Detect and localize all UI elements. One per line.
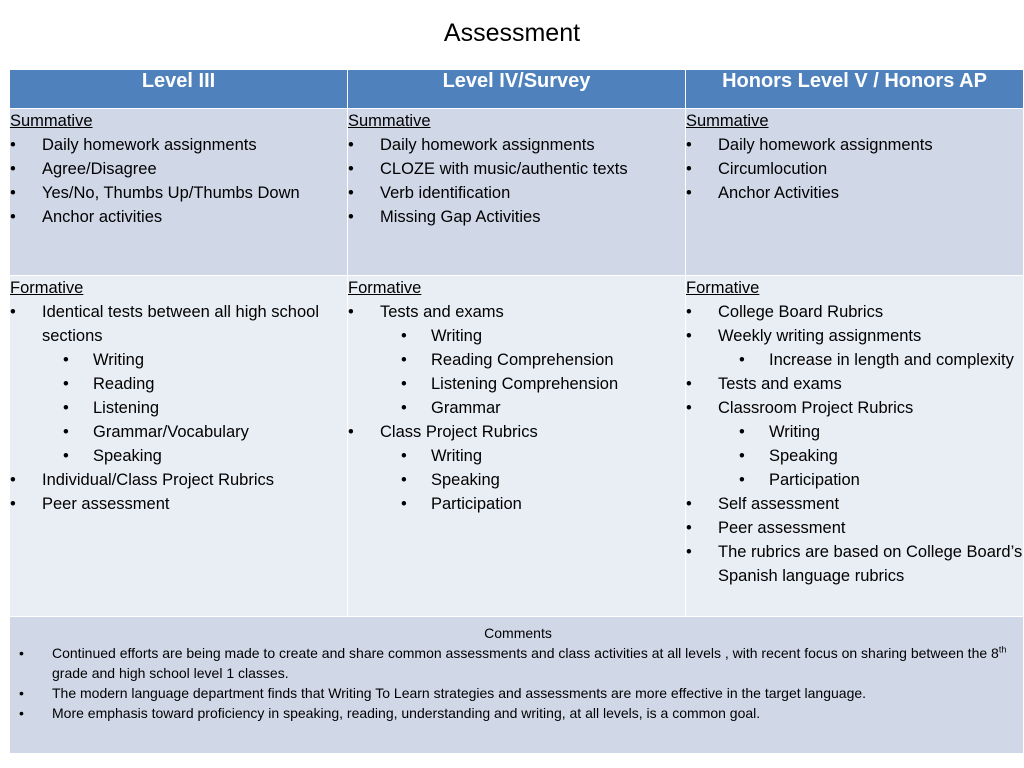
header-level-3: Level III <box>10 70 348 109</box>
list-item: • Self assessment <box>686 492 1023 516</box>
slide-title: Assessment <box>443 19 581 47</box>
formative-label: Formative <box>686 279 760 297</box>
list-item: • Yes/No, Thumbs Up/Thumbs Down <box>10 181 347 205</box>
list-item: • Peer assessment <box>10 492 347 516</box>
sub-list-item: • Writing <box>348 444 685 468</box>
summative-level-3 <box>10 109 348 276</box>
sub-list-item: • Writing <box>10 348 347 372</box>
list-item: • Agree/Disagree <box>10 157 347 181</box>
sub-list-item: • Listening <box>10 396 347 420</box>
comment-item: • Continued efforts are being made to create and share common assessments and class activities at all levels , with recent focus on sharing between the 8th grade and high school level 1 classes. <box>19 643 1017 683</box>
summative-label: Summative <box>10 112 93 130</box>
list-item: • Anchor activities <box>10 205 347 229</box>
sub-list-item: • Reading Comprehension <box>348 348 685 372</box>
list-item: • Identical tests between all high school sections <box>10 300 347 348</box>
header-level-4: Level IV/Survey <box>348 70 686 109</box>
formative-level-4 <box>348 276 686 617</box>
list-item: • Daily homework assignments <box>10 133 347 157</box>
list-item: • Peer assessment <box>686 516 1023 540</box>
sub-list-item: • Speaking <box>348 468 685 492</box>
sub-list-item: • Speaking <box>686 444 1023 468</box>
formative-label: Formative <box>10 279 84 297</box>
list-item: • Anchor Activities <box>686 181 1023 205</box>
summative-level-4 <box>348 109 686 276</box>
summative-honors <box>686 109 1024 276</box>
list-item: • College Board Rubrics <box>686 300 1023 324</box>
comments-label: Comments <box>484 625 552 641</box>
list-item: • The rubrics are based on College Board’s Spanish language rubrics <box>686 540 1023 588</box>
list-item: • Individual/Class Project Rubrics <box>10 468 347 492</box>
sub-list-item: • Writing <box>686 420 1023 444</box>
comment-item: • More emphasis toward proficiency in speaking, reading, understanding and writing, at all levels, is a common goal. <box>19 703 1017 723</box>
formative-label: Formative <box>348 279 422 297</box>
sub-list-item: • Grammar <box>348 396 685 420</box>
comments-cell <box>10 617 1024 754</box>
list-item: • Tests and exams <box>686 372 1023 396</box>
sub-list-item: • Participation <box>348 492 685 516</box>
formative-level-3 <box>10 276 348 617</box>
sub-list-item: • Grammar/Vocabulary <box>10 420 347 444</box>
sub-list-item: • Listening Comprehension <box>348 372 685 396</box>
list-item: • Verb identification <box>348 181 685 205</box>
list-item: • Daily homework assignments <box>686 133 1023 157</box>
list-item: • Classroom Project Rubrics <box>686 396 1023 420</box>
list-item: • Class Project Rubrics <box>348 420 685 444</box>
sub-list-item: • Speaking <box>10 444 347 468</box>
sub-list-item: • Writing <box>348 324 685 348</box>
list-item: • Circumlocution <box>686 157 1023 181</box>
comment-item: • The modern language department finds that Writing To Learn strategies and assessments are more effective in the target language. <box>19 683 1017 703</box>
summative-label: Summative <box>686 112 769 130</box>
formative-honors <box>686 276 1024 617</box>
sub-list-item: • Reading <box>10 372 347 396</box>
assessment-table <box>9 69 1024 754</box>
header-honors: Honors Level V / Honors AP <box>686 70 1024 109</box>
list-item: • CLOZE with music/authentic texts <box>348 157 685 181</box>
sub-list-item: • Participation <box>686 468 1023 492</box>
sub-list-item: • Increase in length and complexity <box>686 348 1023 372</box>
list-item: • Weekly writing assignments <box>686 324 1023 348</box>
list-item: • Missing Gap Activities <box>348 205 685 229</box>
list-item: • Daily homework assignments <box>348 133 685 157</box>
summative-label: Summative <box>348 112 431 130</box>
list-item: • Tests and exams <box>348 300 685 324</box>
